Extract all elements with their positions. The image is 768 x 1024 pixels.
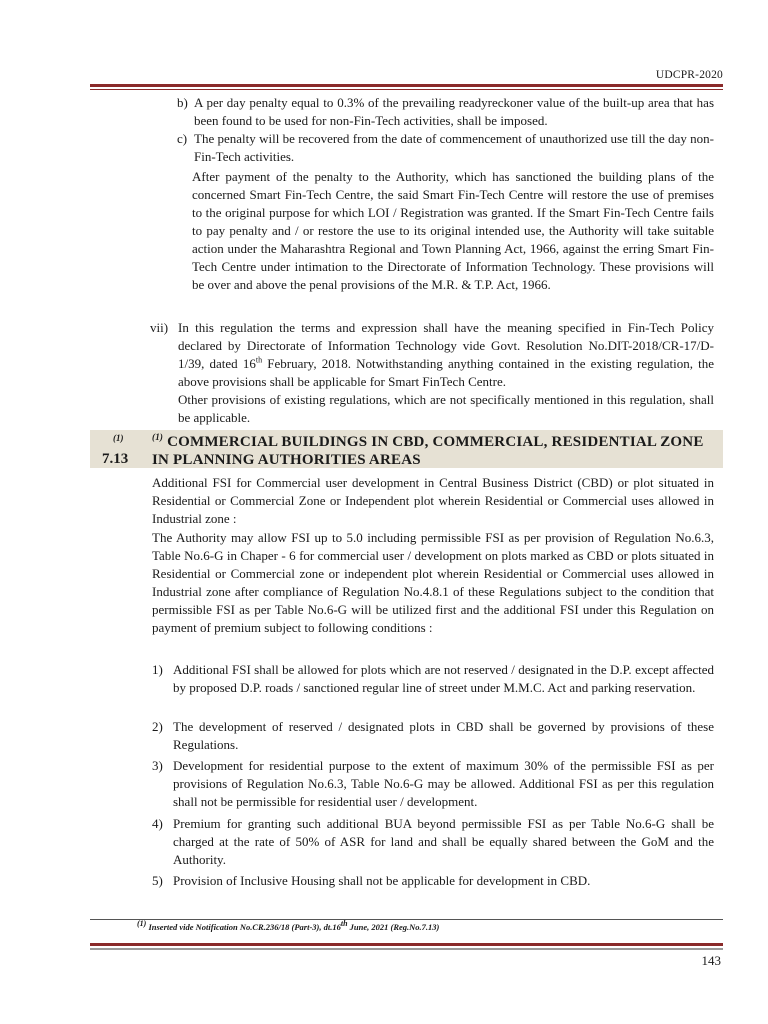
page-number: 143 <box>701 953 721 968</box>
list-item-text: A per day penalty equal to 0.3% of the prevailing readyreckoner value of the built-up area that has been found to be used for non-Fin-Tech activities, shall be imposed. <box>194 95 714 128</box>
list-item-c <box>177 130 714 166</box>
footnote-rule <box>90 919 723 920</box>
document-code: UDCPR-2020 <box>655 69 723 81</box>
condition-label: 1) <box>152 662 163 677</box>
section-footnote-ref: (1) <box>113 433 124 443</box>
header-rule <box>90 84 723 87</box>
footer-rule <box>90 943 723 946</box>
header-rule-thin <box>90 89 723 90</box>
list-item-label: c) <box>177 131 188 146</box>
condition-text: The development of reserved / designated plots in CBD shall be governed by provisions of these Regulations. <box>173 719 714 752</box>
condition-text: Premium for granting such additional BUA beyond permissible FSI as per Table No.6-G shall be charged at the rate of 50% of ASR for land and shall be equally shared between the GoM and the Authority. <box>173 816 714 867</box>
condition-item-1 <box>152 661 714 697</box>
list-item-label: b) <box>177 95 188 110</box>
condition-label: 3) <box>152 758 163 773</box>
list-item-text: In this regulation the terms and expression shall have the meaning specified in Fin-Tech Policy declared by Directorate of Information Technology vide Govt. Resolution No.DIT-2018/CR-17/D-1/39, dated 16th February, 2018. Notwithstanding anything contained in the existing regulation, the above provisions shall be applicable for Smart FinTech Centre. <box>178 320 714 389</box>
footnote: $^{(1)}$ Inserted vide Notification No.CR.236/18 (Part-3), dt.16th June, 2021 (Reg.No.7.13) <box>137 919 440 932</box>
condition-item-3 <box>152 757 714 811</box>
condition-label: 4) <box>152 816 163 831</box>
section-title-text: COMMERCIAL BUILDINGS IN CBD, COMMERCIAL, RESIDENTIAL ZONE IN PLANNING AUTHORITIES AREAS <box>152 434 704 468</box>
paragraph-additional-fsi: Additional FSI for Commercial user development in Central Business District (CBD) or plot situated in Residential or Commercial Zone or Independent plot wherein Residential or Commercial uses allowed in Industrial zone : <box>152 475 714 526</box>
paragraph-after-payment: After payment of the penalty to the Authority, which has sanctioned the building plans of the concerned Smart Fin-Tech Centre, the said Smart Fin-Tech Centre will restore the use of premises to the original purpose for which LOI / Registration was granted. If the Smart Fin-Tech Centre fails to pay penalty and / or restore the use to its original intended use, the Authority will take suitable action under the Maharashtra Regional and Town Planning Act, 1966, against the erring Smart Fin-Tech Centre under intimation to the Directorate of Information Technology. These provisions will be over and above the penal provisions of the M.R. & T.P. Act, 1966. <box>192 169 714 292</box>
condition-label: 5) <box>152 873 163 888</box>
condition-text: Development for residential purpose to the extent of maximum 30% of the permissible FSI as per provisions of Regulation No.6.3, Table No.6-G may be allowed. Additional FSI as per this regulation shall not be permissible for residential user / development. <box>173 758 714 809</box>
condition-item-2 <box>152 718 714 754</box>
list-item-text: The penalty will be recovered from the date of commencement of unauthorized use till the day non-Fin-Tech activities. <box>194 131 714 164</box>
condition-item-5 <box>152 872 714 890</box>
condition-label: 2) <box>152 719 163 734</box>
footer-rule-gray <box>90 948 723 950</box>
list-item-label: vii) <box>150 320 169 335</box>
paragraph-other-provisions: Other provisions of existing regulations, which are not specifically mentioned in this regulation, shall be applicable. <box>178 392 714 425</box>
condition-item-4 <box>152 815 714 869</box>
condition-text: Additional FSI shall be allowed for plots which are not reserved / designated in the D.P. except affected by proposed D.P. roads / sanctioned regular line of street under M.M.C. Act and parking reservation. <box>173 662 714 695</box>
condition-text: Provision of Inclusive Housing shall not be applicable for development in CBD. <box>173 873 591 888</box>
section-title-footnote-ref: (1) <box>152 432 164 442</box>
section-number: 7.13 <box>102 451 129 467</box>
list-item-b <box>177 94 714 130</box>
footnote-ref: (1) <box>137 919 147 929</box>
paragraph-authority: The Authority may allow FSI up to 5.0 including permissible FSI as per provision of Regulation No.6.3, Table No.6-G in Chaper - 6 for commercial user / development on plots marked as CBD or plots situated in Residential or Commercial zone or independent plot wherein Residential or Commercial uses allowed in Industrial zone after compliance of Regulation No.4.8.1 of these Regulations subject to the condition that permissible FSI as per Table No.6-G will be utilized first and the additional FSI under this Regulation on payment of premium subject to following conditions : <box>152 530 714 635</box>
superscript: th <box>255 355 263 365</box>
section-title <box>152 433 722 469</box>
list-item-vii <box>150 319 714 391</box>
